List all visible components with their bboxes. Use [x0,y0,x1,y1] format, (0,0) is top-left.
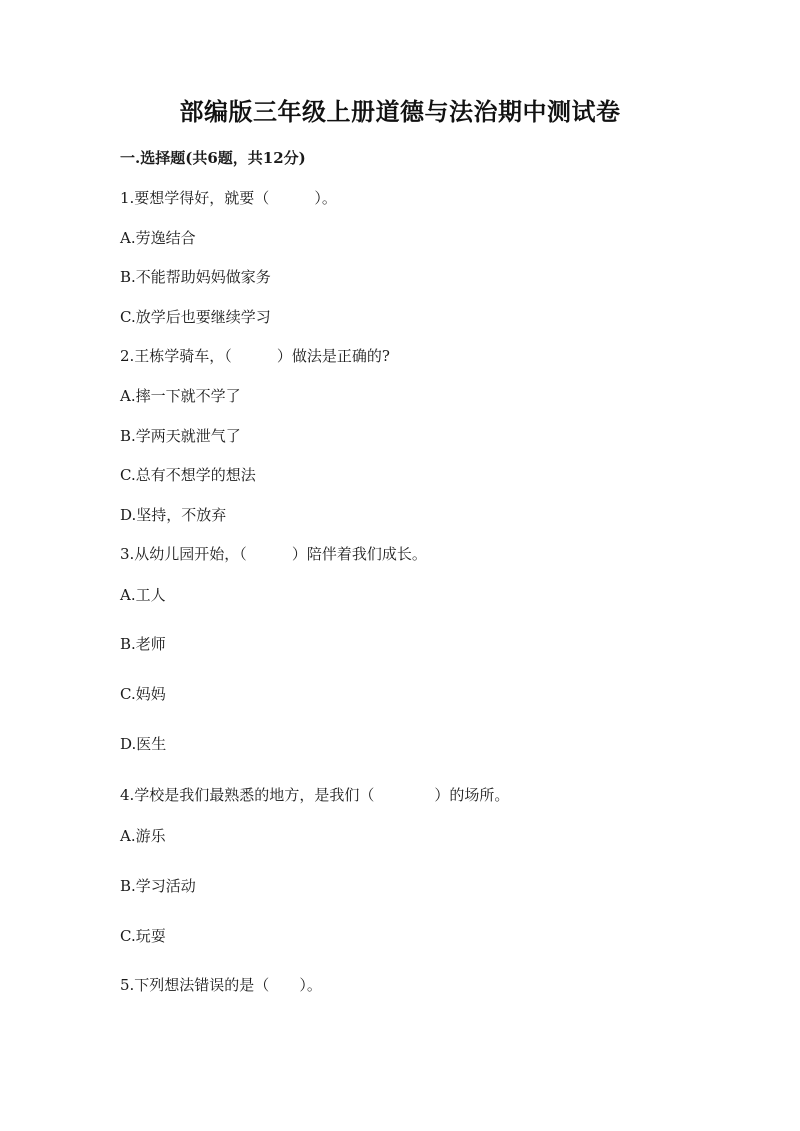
question-1-option-b: B.不能帮助妈妈做家务 [120,268,271,286]
question-2-stem: 2.王栋学骑车，（ ）做法是正确的? [120,347,390,365]
question-4-stem: 4.学校是我们最熟悉的地方，是我们（ ）的场所。 [120,786,510,804]
question-1-option-c: C.放学后也要继续学习 [120,308,271,326]
question-3-option-b: B.老师 [120,635,166,653]
question-2-option-b: B.学两天就泄气了 [120,427,241,445]
question-1-option-a: A.劳逸结合 [120,229,196,247]
question-2-option-d: D.坚持，不放弃 [120,506,227,524]
section-heading: 一.选择题(共6题，共12分) [120,149,306,167]
question-2-option-c: C.总有不想学的想法 [120,466,256,484]
question-3-option-c: C.妈妈 [120,685,166,703]
question-4-option-c: C.玩耍 [120,927,166,945]
question-2-option-a: A.摔一下就不学了 [120,387,241,405]
question-5-stem: 5.下列想法错误的是（ ）。 [120,976,322,994]
page-title: 部编版三年级上册道德与法治期中测试卷 [179,97,621,126]
question-3-option-a: A.工人 [120,586,166,604]
question-3-stem: 3.从幼儿园开始，（ ）陪伴着我们成长。 [120,545,427,563]
question-4-option-b: B.学习活动 [120,877,196,895]
question-4-option-a: A.游乐 [120,827,166,845]
question-1-stem: 1.要想学得好，就要（ ）。 [120,189,337,207]
question-3-option-d: D.医生 [120,735,167,753]
